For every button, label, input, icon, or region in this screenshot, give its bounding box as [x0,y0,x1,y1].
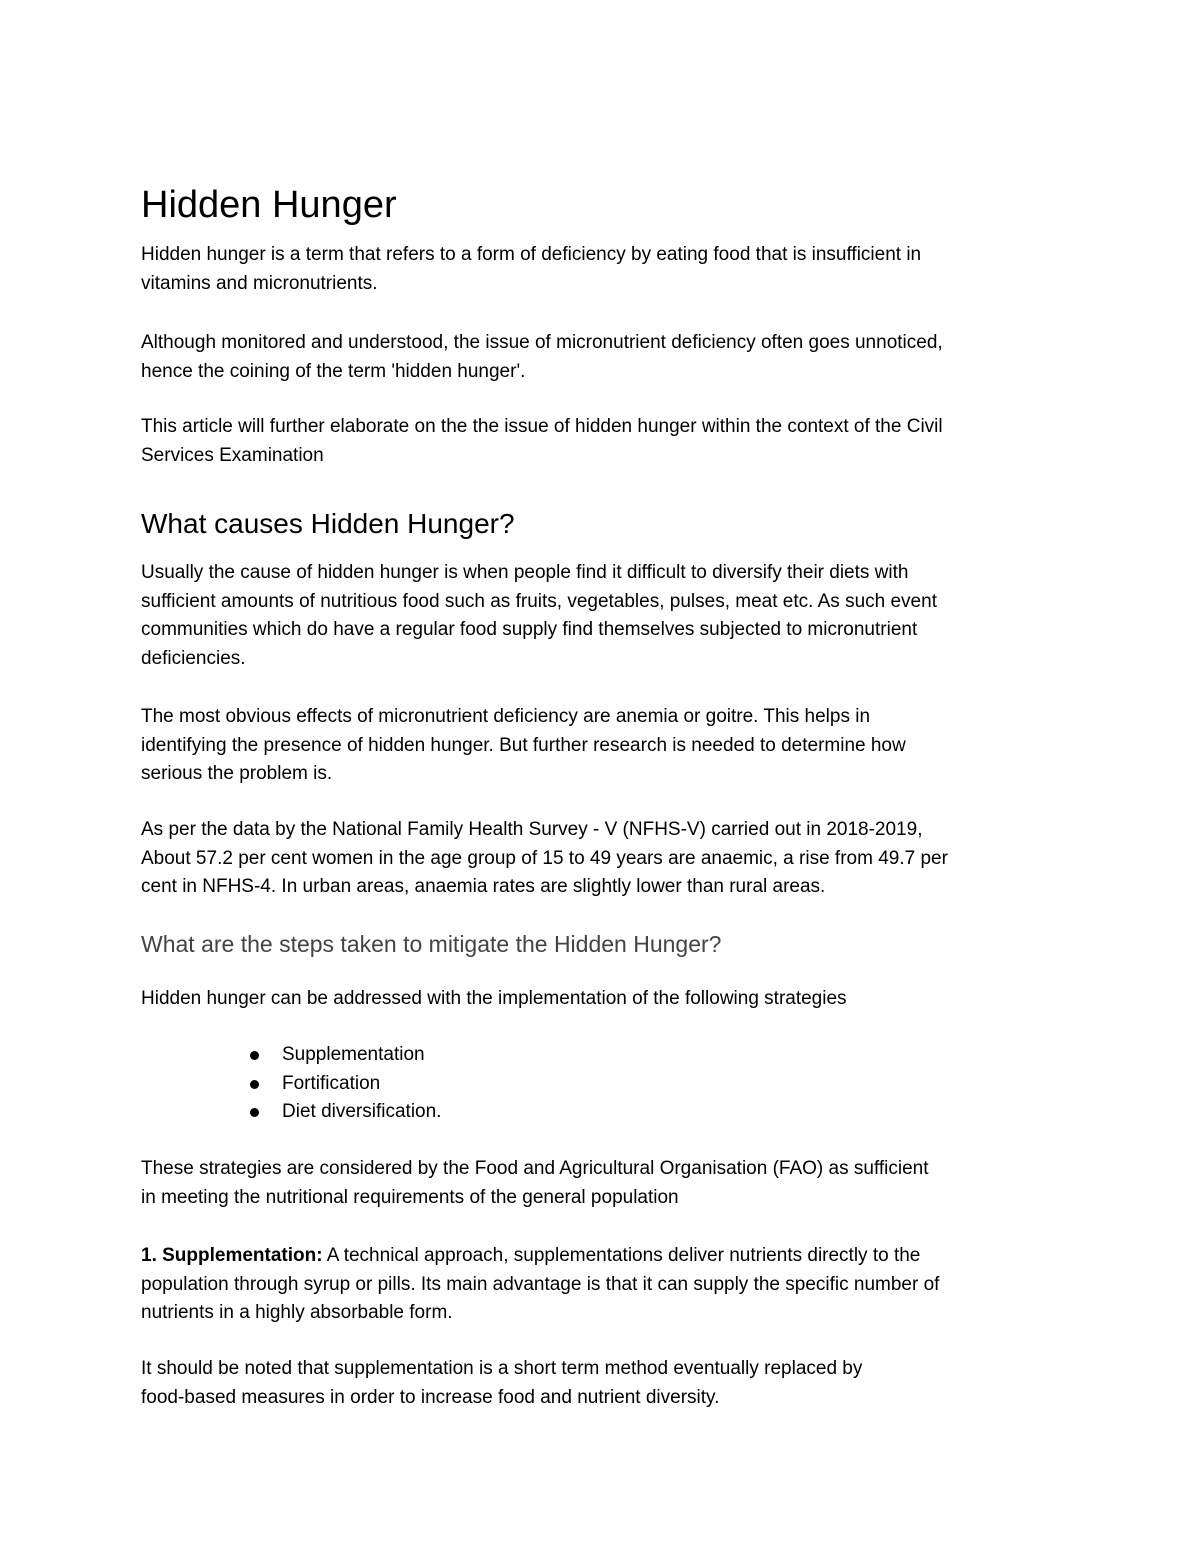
strategy-list [141,1041,441,1127]
section-heading-causes: What causes Hidden Hunger? [141,508,515,539]
text-line: nutrients in a highly absorbable form. [141,1302,453,1324]
page-title: Hidden Hunger [141,184,397,226]
bullet-icon [250,1080,259,1089]
text-line: The most obvious effects of micronutrient deficiency are anemia or goitre. This helps in [141,706,871,727]
text-line: These strategies are considered by the Food and Agricultural Organisation (FAO) as sufficient [141,1158,929,1179]
list-item-label: Diet diversification. [282,1101,442,1123]
list-item [141,1098,441,1127]
text-line: sufficient amounts of nutritious food such as fruits, vegetables, pulses, meat etc. As such event [141,590,937,612]
text-line: serious the problem is. [141,763,333,785]
text-line: deficiencies. [141,647,246,669]
supplementation-note-paragraph [141,1355,1066,1412]
intro-paragraph-3 [141,413,1066,470]
intro-paragraph-1 [141,241,1066,298]
text-line: identifying the presence of hidden hunger. But further research is needed to determine how [141,734,906,756]
supplementation-text: A technical approach, supplementations deliver nutrients directly to the [322,1245,921,1266]
text-line: As per the data by the National Family Health Survey - V (NFHS-V) carried out in 2018-2019, [141,819,923,840]
bullet-icon [250,1051,259,1060]
text-line: Hidden hunger can be addressed with the implementation of the following strategies [141,988,847,1009]
text-line: Services Examination [141,444,324,466]
list-item-label: Supplementation [282,1044,425,1065]
text-line: Hidden hunger is a term that refers to a form of deficiency by eating food that is insufficient in [141,244,922,265]
text-line: It should be noted that supplementation is a short term method eventually replaced by [141,1358,863,1379]
causes-paragraph-1 [141,559,1066,673]
text-line: cent in NFHS-4. In urban areas, anaemia rates are slightly lower than rural areas. [141,876,826,898]
text-line: About 57.2 per cent women in the age group of 15 to 49 years are anaemic, a rise from 49.7 per [141,847,948,869]
causes-paragraph-2 [141,703,1066,789]
list-item-label: Fortification [282,1072,381,1094]
intro-paragraph-2 [141,329,1066,386]
bullet-icon [250,1108,259,1117]
causes-paragraph-3 [141,816,1066,902]
text-line: This article will further elaborate on the the issue of hidden hunger within the context of the Civil [141,416,943,437]
text-line: Usually the cause of hidden hunger is when people find it difficult to diversify their diets with [141,562,909,583]
text-line [141,1242,1066,1271]
supplementation-paragraph [141,1242,1066,1328]
supplementation-label: 1. Supplementation: [141,1245,323,1266]
steps-intro-paragraph [141,985,1066,1014]
fao-paragraph [141,1155,1066,1212]
text-line: hence the coining of the term 'hidden hunger'. [141,360,526,382]
text-line: in meeting the nutritional requirements of the general population [141,1186,679,1208]
text-line: vitamins and micronutrients. [141,272,378,294]
text-line: communities which do have a regular food supply find themselves subjected to micronutrient [141,619,918,641]
list-item [141,1070,441,1099]
list-item [141,1041,441,1070]
section-heading-steps: What are the steps taken to mitigate the Hidden Hunger? [141,931,722,957]
text-line: food-based measures in order to increase food and nutrient diversity. [141,1386,720,1408]
text-line: Although monitored and understood, the issue of micronutrient deficiency often goes unnoticed, [141,332,943,353]
text-line: population through syrup or pills. Its main advantage is that it can supply the specific number of [141,1273,940,1295]
